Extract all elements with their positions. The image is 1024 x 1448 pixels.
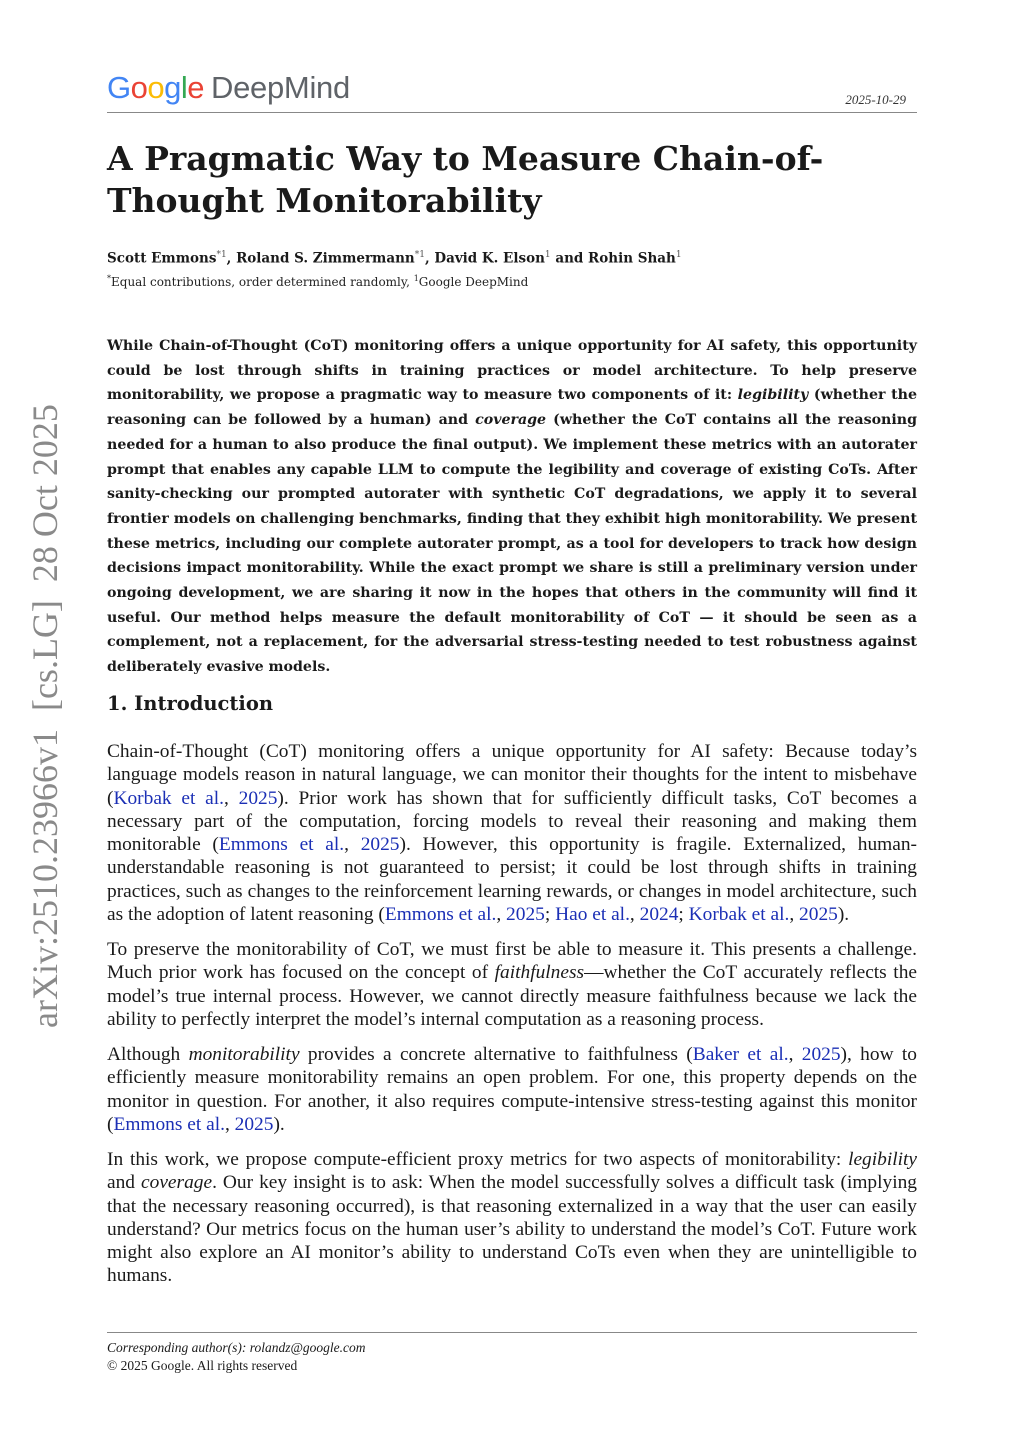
arxiv-date: 28 Oct 2025 [25, 404, 65, 583]
term-legibility: legibility [848, 1149, 917, 1170]
footer-divider [107, 1332, 917, 1333]
arxiv-sidebar-stamp [24, 404, 66, 1028]
author-name: Roland S. Zimmermann [236, 250, 415, 267]
para-text: , [788, 1044, 802, 1065]
para-text: ). [837, 904, 850, 926]
author-mark: 1 [675, 250, 682, 260]
deepmind-wordmark: DeepMind [211, 70, 350, 105]
para-text: , [789, 904, 800, 926]
citation-year-link[interactable]: 2025 [801, 1044, 841, 1065]
affil-mark: 1 [413, 274, 419, 283]
citation-year-link[interactable]: 2025 [234, 1113, 274, 1135]
citation-link[interactable]: Korbak et al. [113, 787, 224, 809]
para-text: ). Prior work has shown that for sufficiently difficult tasks, CoT becomes a necessary part of the computation, forcing models to reveal their reasoning and making them monitorable ( [107, 787, 918, 856]
abstract-text: (whether the reasoning can be followed by a human) and [107, 387, 917, 429]
para-text: ), how to efficiently measure monitorability remains an open problem. For one, this property depends on the monitor in question. For another, it also requires compute-intensive stress-testing against this monitor ( [107, 1044, 917, 1135]
para-text: ; [678, 904, 689, 926]
para-text: and [107, 1172, 142, 1194]
citation-link[interactable]: Emmons et al. [218, 834, 345, 856]
para-text: ). However, this opportunity is fragile. Externalized, human-understandable reasoning is not guaranteed to persist; it could be lost through shifts in training practices, such as changes to the reinforcement learning rewards, or changes in model architecture, such as the adoption of latent reasoning ( [107, 834, 917, 926]
para-text: , [629, 904, 640, 926]
citation-year-link[interactable]: 2025 [506, 904, 545, 926]
para-text: ; [544, 904, 556, 926]
header-divider [107, 112, 917, 113]
google-wordmark: Google [107, 70, 205, 105]
author-name: Rohin Shah [588, 250, 676, 267]
citation-year-link[interactable]: 2025 [360, 834, 400, 856]
author-separator: and [550, 250, 589, 267]
para-text: , [224, 1113, 235, 1135]
affil-text: Google DeepMind [418, 275, 529, 289]
abstract-text: While Chain-of-Thought (CoT) monitoring offers a unique opportunity for AI safety, this opportunity could be lost through shifts in training practices or model architecture. To help preserve monitorability, we propose a pragmatic way to measure two components of it: [107, 338, 917, 404]
header-date: 2025-10-29 [845, 92, 906, 107]
intro-paragraph-3 [107, 1043, 917, 1136]
term-faithfulness: faithfulness [494, 962, 585, 984]
author-mark: *1 [414, 250, 425, 260]
author-mark: 1 [544, 250, 551, 260]
intro-paragraph-1 [107, 740, 917, 926]
author-name: Scott Emmons [107, 250, 217, 267]
affil-text: Equal contributions, order determined randomly, [111, 275, 414, 289]
citation-link[interactable]: Baker et al. [692, 1044, 789, 1065]
para-text: Although [107, 1044, 189, 1065]
affil-mark: * [107, 274, 111, 283]
para-text: Chain-of-Thought (CoT) monitoring offers a unique opportunity for AI safety: Because today’s language models reason in natural language, we can monitor their thoughts for the intent to misbehave ( [107, 741, 917, 809]
para-text: —whether the CoT accurately reflects the model’s true internal process. However, we cannot directly measure faithfulness because we lack the ability to perfectly interpret the model’s internal computation as a reasoning process. [107, 962, 917, 1030]
para-text: . Our key insight is to ask: When the model successfully solves a difficult task (implying that the necessary reasoning occurred), is that reasoning externalized in a way that the user can easily understand? Our metrics focus on the human user’s ability to understand the model’s CoT. Future work might also explore an AI monitor’s ability to understand CoTs even when they are unintelligible to humans. [107, 1172, 917, 1287]
para-text: In this work, we propose compute-efficient proxy metrics for two aspects of monitorability: [107, 1149, 849, 1170]
para-text: ). [273, 1113, 285, 1135]
citation-link[interactable]: Emmons et al. [113, 1113, 225, 1135]
author-list [107, 250, 682, 267]
abstract [107, 334, 917, 680]
section-heading-introduction: 1. Introduction [107, 692, 274, 715]
arxiv-id: arXiv:2510.23966v1 [25, 729, 65, 1028]
citation-year-link[interactable]: 2024 [639, 904, 679, 926]
intro-paragraph-4 [107, 1148, 917, 1288]
author-name: David K. Elson [434, 250, 545, 267]
abstract-term-legibility: legibility [737, 387, 809, 404]
para-text: , [344, 834, 361, 856]
para-text: , [496, 904, 507, 926]
term-monitorability: monitorability [188, 1044, 300, 1065]
corresponding-author: Corresponding author(s): rolandz@google.com [107, 1340, 366, 1355]
term-coverage: coverage [141, 1172, 213, 1194]
arxiv-category: [cs.LG] [25, 600, 65, 712]
citation-link[interactable]: Korbak et al. [688, 904, 790, 926]
author-mark: *1 [216, 250, 227, 260]
para-text: , [224, 787, 239, 809]
intro-paragraph-2 [107, 938, 917, 1031]
google-deepmind-logo [107, 70, 350, 106]
citation-link[interactable]: Emmons et al. [384, 904, 497, 926]
para-text: To preserve the monitorability of CoT, we must first be able to measure it. This presents a challenge. Much prior work has focused on the concept of [107, 939, 917, 984]
affiliation-note [107, 274, 528, 289]
citation-year-link[interactable]: 2025 [238, 787, 278, 809]
paper-title: A Pragmatic Way to Measure Chain-of-Thought Monitorability [107, 139, 824, 220]
author-separator: , [226, 250, 237, 267]
author-separator: , [424, 250, 435, 267]
para-text: provides a concrete alternative to faithfulness ( [299, 1044, 693, 1065]
copyright-notice: © 2025 Google. All rights reserved [107, 1358, 298, 1373]
abstract-text: (whether the CoT contains all the reasoning needed for a human to also produce the final output). We implement these metrics with an autorater prompt that enables any capable LLM to compute the legibility and coverage of existing CoTs. After sanity-checking our prompted autorater with synthetic CoT degradations, we apply it to several frontier models on challenging benchmarks, finding that they exhibit high monitorability. We present these metrics, including our complete autorater prompt, as a tool for developers to track how design decisions impact monitorability. While the exact prompt we share is still a preliminary version under ongoing development, we are sharing it now in the hopes that others in the community will find it useful. Our method helps measure the default monitorability of CoT — it should be seen as a complement, not a replacement, for the adversarial stress-testing needed to test robustness against deliberately evasive models. [107, 412, 917, 676]
citation-year-link[interactable]: 2025 [799, 904, 838, 926]
abstract-term-coverage: coverage [475, 412, 547, 429]
citation-link[interactable]: Hao et al. [555, 904, 630, 926]
